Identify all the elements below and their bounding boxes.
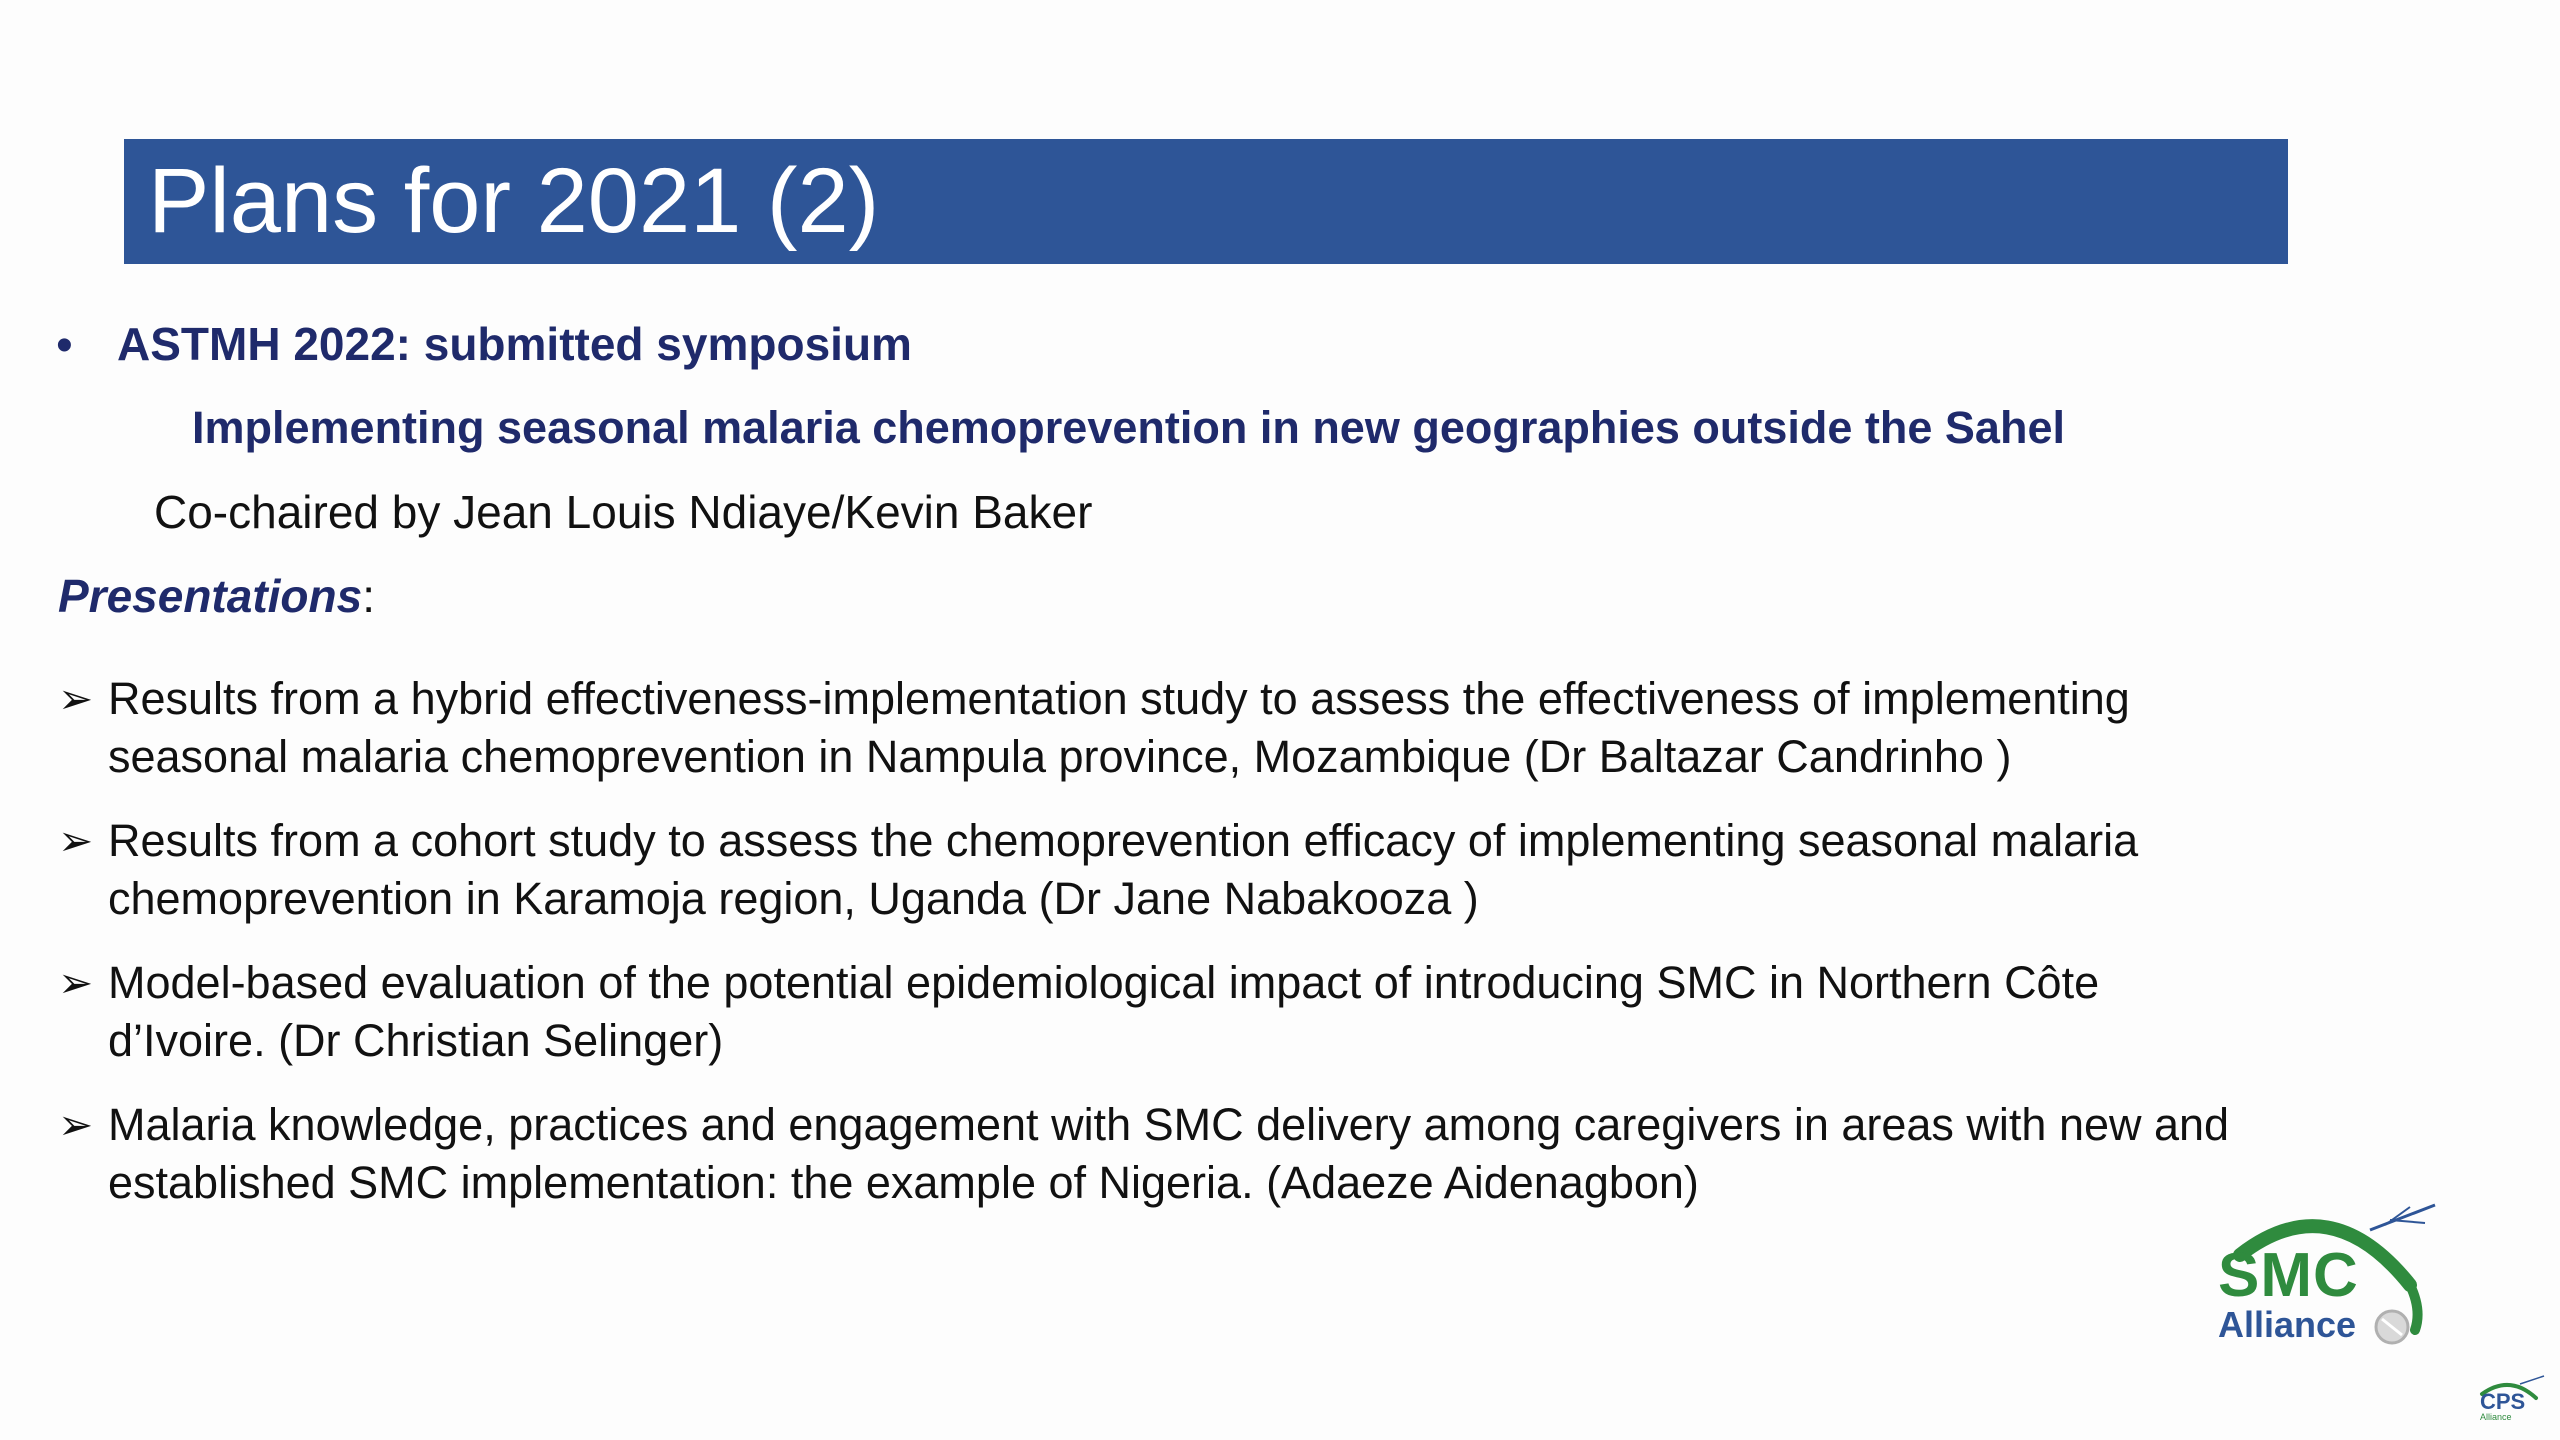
event-heading: ASTMH 2022: submitted symposium <box>117 318 912 370</box>
presentation-item <box>58 1096 2258 1211</box>
logo-alliance-text: Alliance <box>2218 1304 2357 1345</box>
symposium-title: Implementing seasonal malaria chemoprevention in new geographies outside the Sahel <box>192 402 2065 453</box>
presentation-item <box>58 812 2258 927</box>
presentations-label-colon: : <box>362 570 375 622</box>
mini-logo-cps-text: CPS <box>2480 1389 2526 1414</box>
arrow-bullet-icon: ➢ <box>58 817 94 864</box>
bullet-icon: • <box>56 319 73 372</box>
presentations-label-text: Presentations <box>58 570 363 622</box>
smc-alliance-logo <box>2210 1195 2450 1355</box>
cps-alliance-logo <box>2470 1372 2550 1432</box>
presentation-text: Results from a cohort study to assess the chemoprevention efficacy of implementing seasonal malaria chemoprevention in Karamoja region, Uganda (Dr Jane Nabakooza ) <box>108 815 2139 924</box>
arrow-bullet-icon: ➢ <box>58 959 94 1006</box>
presentations-label <box>58 566 375 626</box>
title-bar <box>124 139 2288 264</box>
mini-logo-alliance-text: Alliance <box>2480 1412 2512 1422</box>
presentations-list <box>58 670 2258 1238</box>
presentation-item <box>58 954 2258 1069</box>
slide-title: Plans for 2021 (2) <box>148 150 880 252</box>
arrow-bullet-icon: ➢ <box>58 675 94 722</box>
arrow-bullet-icon: ➢ <box>58 1101 94 1148</box>
presentation-text: Results from a hybrid effectiveness-implementation study to assess the effectiveness of implementing seasonal malaria chemoprevention in Nampula province, Mozambique (Dr Baltazar Candrinho ) <box>108 673 2130 782</box>
cochairs-line: Co-chaired by Jean Louis Ndiaye/Kevin Baker <box>154 486 1093 538</box>
presentation-item <box>58 670 2258 785</box>
presentation-text: Malaria knowledge, practices and engagement with SMC delivery among caregivers in areas with new and established SMC implementation: the example of Nigeria. (Adaeze Aidenagbon) <box>108 1099 2230 1208</box>
presentation-text: Model-based evaluation of the potential epidemiological impact of introducing SMC in Northern Côte d’Ivoire. (Dr Christian Selinger) <box>108 957 2100 1066</box>
logo-smc-text: SMC <box>2218 1241 2359 1310</box>
